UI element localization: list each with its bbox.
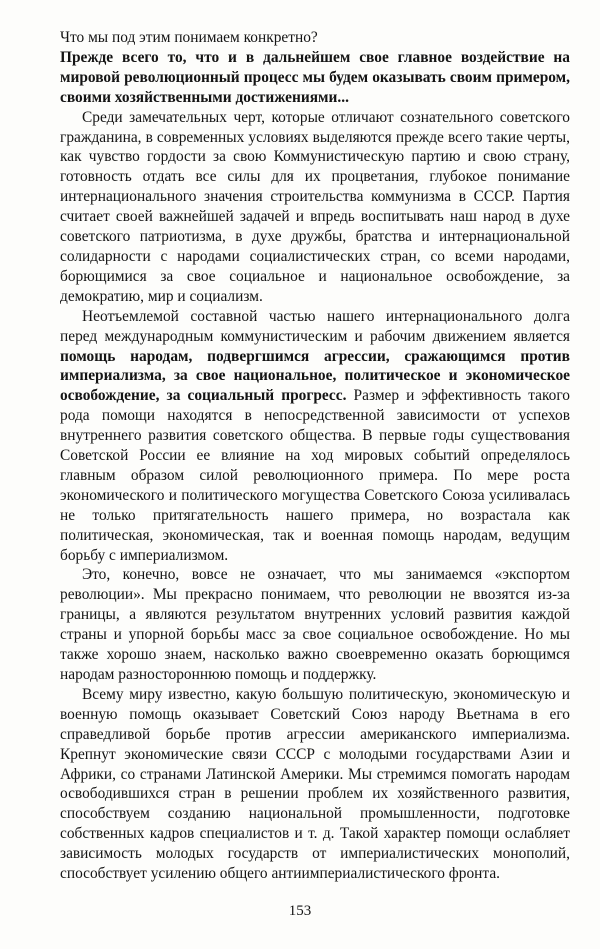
paragraph-export-revolution: Это, конечно, вовсе не означает, что мы занимаемся «экспортом революции». Мы прекрасно понимаем, что революции не ввозятся из-за границы, а являются результатом внутренних условий развития каждой страны и упорной борьбы масс за свое социальное освобождение. Но мы также хорошо знаем, насколько важно своевременно оказать борющимся народам разностороннюю помощь и поддержку. [60,566,570,683]
paragraph-international-duty-start: Неотъемлемой составной частью нашего интернационального долга перед международным коммунистическим и рабочим движением является [60,307,570,345]
paragraph-bold-statement: Прежде всего то, что и в дальнейшем свое главное воздействие на мировой революционный процесс мы будем оказывать своим примером, своими хозяйственными достижениями... [60,48,570,106]
page-number: 153 [288,903,312,919]
paragraph-international-duty-end: Размер и эффективность такого рода помощи находятся в непосредственной зависимости от успехов внутреннего развития советского общества. В первые годы существования Советской России ее влияние на ход мировых событий определялось главным образом силой революционного примера. По мере роста экономического и политического могущества Советского Союза усиливалась не только притягательность нашего примера, но возрастала как политическая, экономическая, так и военная помощь народам, ведущим борьбу с империализмом. [60,387,570,564]
paragraph-international-duty [60,307,570,566]
page-body [60,28,570,884]
paragraph-international-duty-emphasis: помощь народам, подвергшимся агрессии, сражающимся против империализма, за свое национальное, политическое и экономическое освобождение, за социальный прогресс. [60,347,570,405]
paragraph-soviet-citizen: Среди замечательных черт, которые отличают сознательного советского гражданина, в современных условиях выделяются прежде всего такие черты, как чувство гордости за свою Коммунистическую партию и свою страну, готовность отдать все силы для их процветания, глубокое понимание интернационального значения строительства коммунизма в СССР. Партия считает своей важнейшей задачей и впредь воспитывать наш народ в духе советского патриотизма, в духе дружбы, братства и интернациональной солидарности с народами социалистических стран, со всеми народами, борющимися за свое социальное и национальное освобождение, за демократию, мир и социализм. [60,108,570,305]
paragraph-question: Что мы под этим понимаем конкретно? [60,29,318,46]
paragraph-vietnam-help: Всему миру известно, какую большую политическую, экономическую и военную помощь оказывает Советский Союз народу Вьетнама в его справедливой борьбе против агрессии американского империализма. Крепнут экономические связи СССР с молодыми государствами Азии и Африки, со странами Латинской Америки. Мы стремимся помогать народам освободившихся стран в решении проблем их хозяйственного развития, способствуем созданию национальной промышленности, подготовке собственных кадров специалистов и т. д. Такой характер помощи ослабляет зависимость молодых государств от империалистических монополий, способствует усилению общего антиимпериалистического фронта. [60,685,570,883]
